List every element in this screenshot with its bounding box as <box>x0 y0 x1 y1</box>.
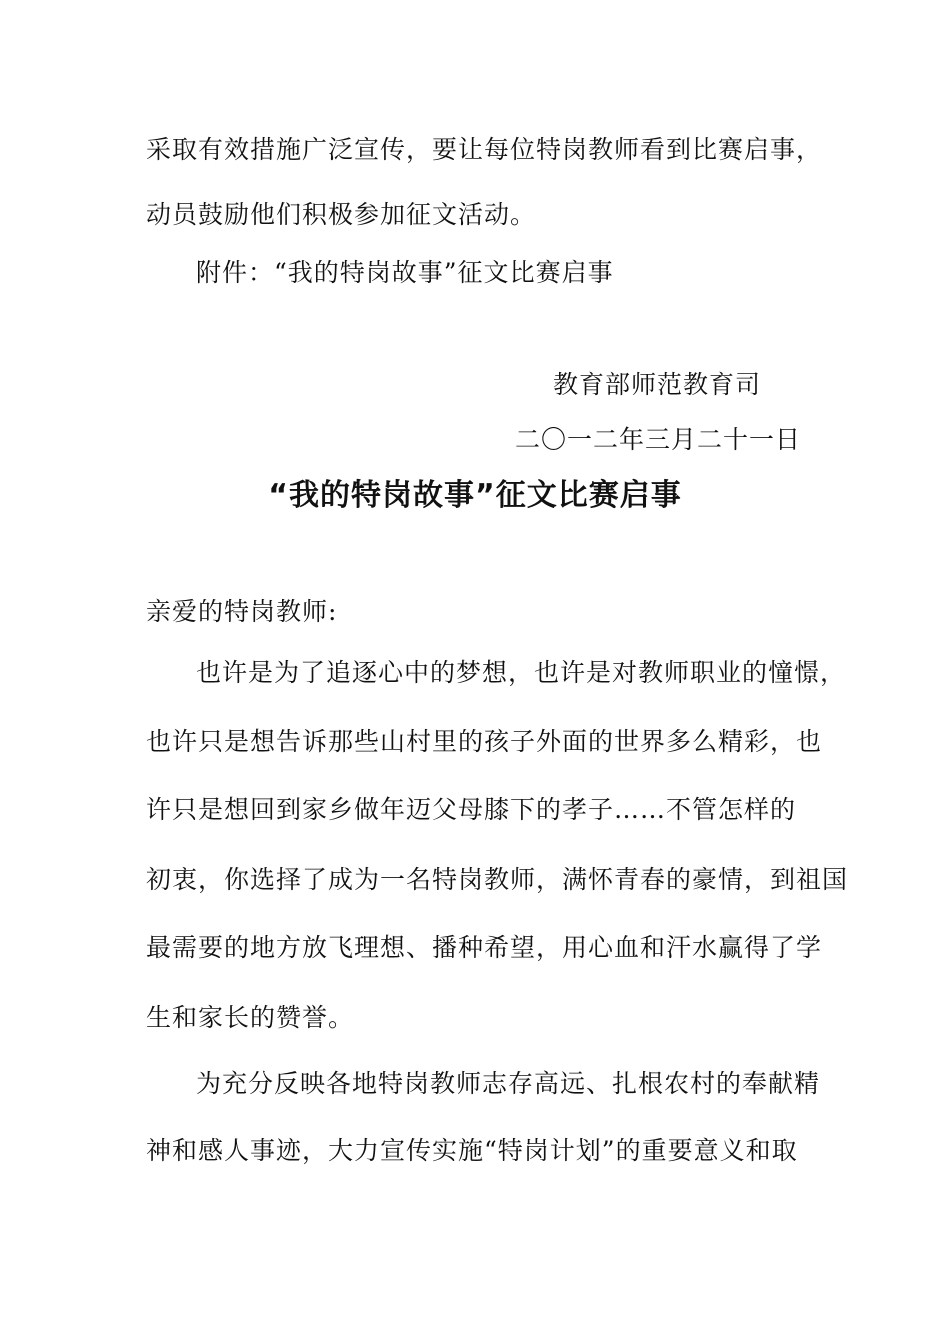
signature-organization: 教育部师范教育司 <box>553 370 762 399</box>
attachment-line: 附件：“我的特岗故事”征文比赛启事 <box>196 258 614 287</box>
paragraph-line: 也许只是想告诉那些山村里的孩子外面的世界多么精彩，也 <box>146 727 823 756</box>
notice-title: “我的特岗故事”征文比赛启事 <box>268 478 682 513</box>
paragraph-line: 也许是为了追逐心中的梦想，也许是对教师职业的憧憬， <box>196 658 847 687</box>
paragraph-line: 许只是想回到家乡做年迈父母膝下的孝子……不管怎样的 <box>146 795 797 824</box>
body-text-line: 采取有效措施广泛宣传，要让每位特岗教师看到比赛启事， <box>146 135 823 164</box>
paragraph-line: 神和感人事迹，大力宣传实施“特岗计划”的重要意义和取 <box>146 1136 798 1165</box>
paragraph-line: 生和家长的赞誉。 <box>146 1003 355 1032</box>
paragraph-line: 为充分反映各地特岗教师志存高远、扎根农村的奉献精 <box>196 1069 821 1098</box>
body-text-line: 动员鼓励他们积极参加征文活动。 <box>146 200 537 229</box>
salutation: 亲爱的特岗教师: <box>146 597 338 626</box>
paragraph-line: 最需要的地方放飞理想、播种希望，用心血和汗水赢得了学 <box>146 933 823 962</box>
signature-date: 二〇一二年三月二十一日 <box>515 425 802 454</box>
paragraph-line: 初衷，你选择了成为一名特岗教师，满怀青春的豪情，到祖国 <box>146 865 849 894</box>
